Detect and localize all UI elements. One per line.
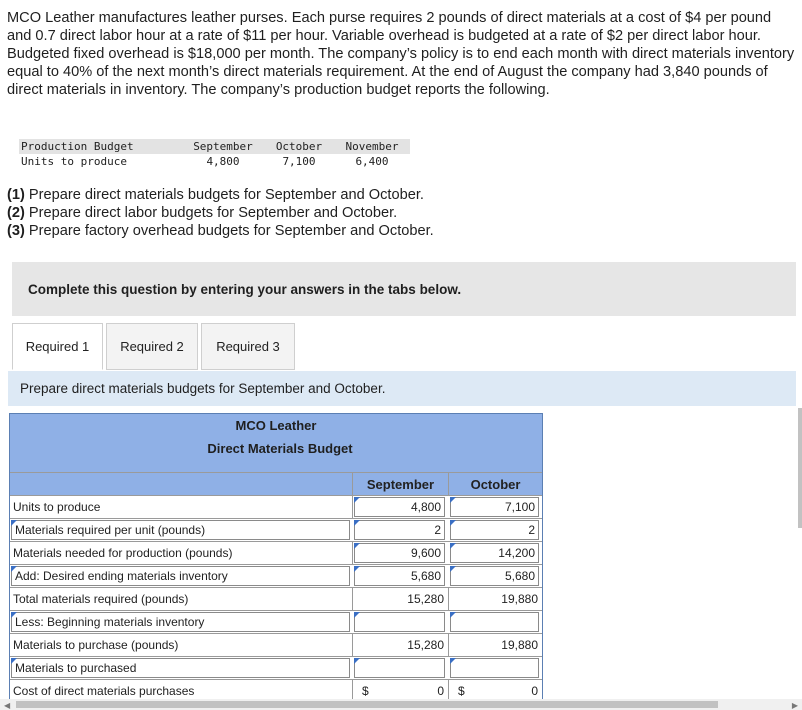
september-input[interactable]: 5,680 — [354, 566, 445, 586]
september-cost-value: 0 — [437, 684, 444, 698]
row-label: Cost of direct materials purchases — [10, 680, 353, 702]
september-value: 15,280 — [353, 634, 449, 656]
tab-required-3[interactable]: Required 3 — [201, 323, 295, 370]
production-budget-title: Production Budget — [19, 139, 182, 154]
october-input[interactable] — [450, 612, 539, 632]
horizontal-scrollbar[interactable] — [0, 699, 802, 710]
column-october: October — [470, 476, 521, 492]
october-cost-value: 0 — [531, 684, 538, 698]
tab-required-1[interactable]: Required 1 — [12, 323, 103, 370]
september-input[interactable]: 4,800 — [354, 497, 445, 517]
budget-title-area — [10, 414, 542, 460]
row-units-to-produce — [10, 495, 542, 518]
row-materials-to-purchased — [10, 656, 542, 679]
row-total-materials-required — [10, 587, 542, 610]
budget-column-header — [10, 472, 542, 495]
requirement-2 — [7, 204, 434, 222]
production-budget-header — [19, 139, 410, 154]
problem-statement — [7, 9, 797, 99]
row-label: Materials to purchase (pounds) — [10, 634, 353, 656]
row-beginning-inventory — [10, 610, 542, 633]
header-october: October — [264, 139, 334, 154]
row-label: Materials needed for production (pounds) — [10, 542, 353, 564]
direct-materials-budget — [9, 413, 543, 703]
problem-text: MCO Leather manufactures leather purses. Each purse requires 2 pounds of direct materials at a cost of $4 per pound and 0.7 direct labor hour at a rate of $11 per hour. Variable overhead is budgeted at a rate of $2 per direct labor hour. Budgeted fixed overhead is $18,000 per month. The company’s policy is to end each month with direct materials inventory equal to 40% of the next month’s direct materials requirement. At the end of August the company had 3,840 pounds of direct materials in inventory. The company’s production budget reports the following. — [7, 10, 795, 98]
budget-title: MCO Leather — [235, 418, 317, 433]
vertical-scrollbar[interactable] — [798, 408, 802, 528]
row-label: Total materials required (pounds) — [10, 588, 353, 610]
october-value: 19,880 — [501, 592, 538, 606]
row-label-select[interactable]: Materials to purchased — [11, 658, 350, 678]
requirement-3-text: Prepare factory overhead budgets for September and October. — [24, 223, 434, 239]
requirements-list — [7, 186, 434, 240]
october-value: 19,880 — [501, 638, 538, 652]
row-materials-per-unit — [10, 518, 542, 541]
requirement-1-text: Prepare direct materials budgets for September and October. — [24, 187, 424, 203]
units-to-produce-label: Units to produce — [21, 155, 127, 168]
requirement-3-number: (3) — [7, 223, 25, 239]
header-september: September — [182, 139, 264, 154]
october-input[interactable]: 2 — [450, 520, 539, 540]
row-label-select[interactable]: Materials required per unit (pounds) — [11, 520, 350, 540]
september-value: 15,280 — [353, 588, 449, 610]
requirement-1 — [7, 186, 434, 204]
tab-instruction: Prepare direct materials budgets for September and October. — [8, 371, 796, 406]
currency-symbol: $ — [362, 684, 369, 698]
column-september: September — [353, 473, 449, 495]
row-materials-needed — [10, 541, 542, 564]
row-desired-ending-inventory — [10, 564, 542, 587]
scroll-left-icon[interactable]: ◀ — [4, 701, 11, 710]
tab-required-2[interactable]: Required 2 — [106, 323, 198, 370]
scrollbar-thumb[interactable] — [16, 701, 718, 708]
row-label-select[interactable]: Less: Beginning materials inventory — [11, 612, 350, 632]
requirement-1-number: (1) — [7, 187, 25, 203]
september-units: 4,800 — [206, 155, 240, 168]
requirement-2-text: Prepare direct labor budgets for September and October. — [24, 205, 398, 221]
september-input[interactable]: 2 — [354, 520, 445, 540]
production-budget-row — [19, 154, 410, 169]
header-label-cell — [10, 473, 353, 495]
november-units: 6,400 — [355, 155, 389, 168]
currency-symbol: $ — [458, 684, 465, 698]
row-materials-to-purchase — [10, 633, 542, 656]
row-label: Units to produce — [10, 496, 353, 518]
row-label-select[interactable]: Add: Desired ending materials inventory — [11, 566, 350, 586]
october-input[interactable]: 14,200 — [450, 543, 539, 563]
october-units: 7,100 — [282, 155, 316, 168]
budget-subtitle: Direct Materials Budget — [207, 441, 353, 456]
tab-bar — [12, 323, 298, 370]
requirement-2-number: (2) — [7, 205, 25, 221]
instructions-banner: Complete this question by entering your answers in the tabs below. — [12, 262, 796, 316]
requirement-3 — [7, 222, 434, 240]
october-input[interactable]: 5,680 — [450, 566, 539, 586]
production-budget-table — [19, 139, 410, 169]
header-november: November — [334, 139, 410, 154]
october-input[interactable]: 7,100 — [450, 497, 539, 517]
september-input[interactable] — [354, 658, 445, 678]
budget-header-spacer — [10, 460, 542, 472]
october-input[interactable] — [450, 658, 539, 678]
scroll-right-icon[interactable]: ▶ — [791, 701, 798, 710]
september-input[interactable] — [354, 612, 445, 632]
september-input[interactable]: 9,600 — [354, 543, 445, 563]
